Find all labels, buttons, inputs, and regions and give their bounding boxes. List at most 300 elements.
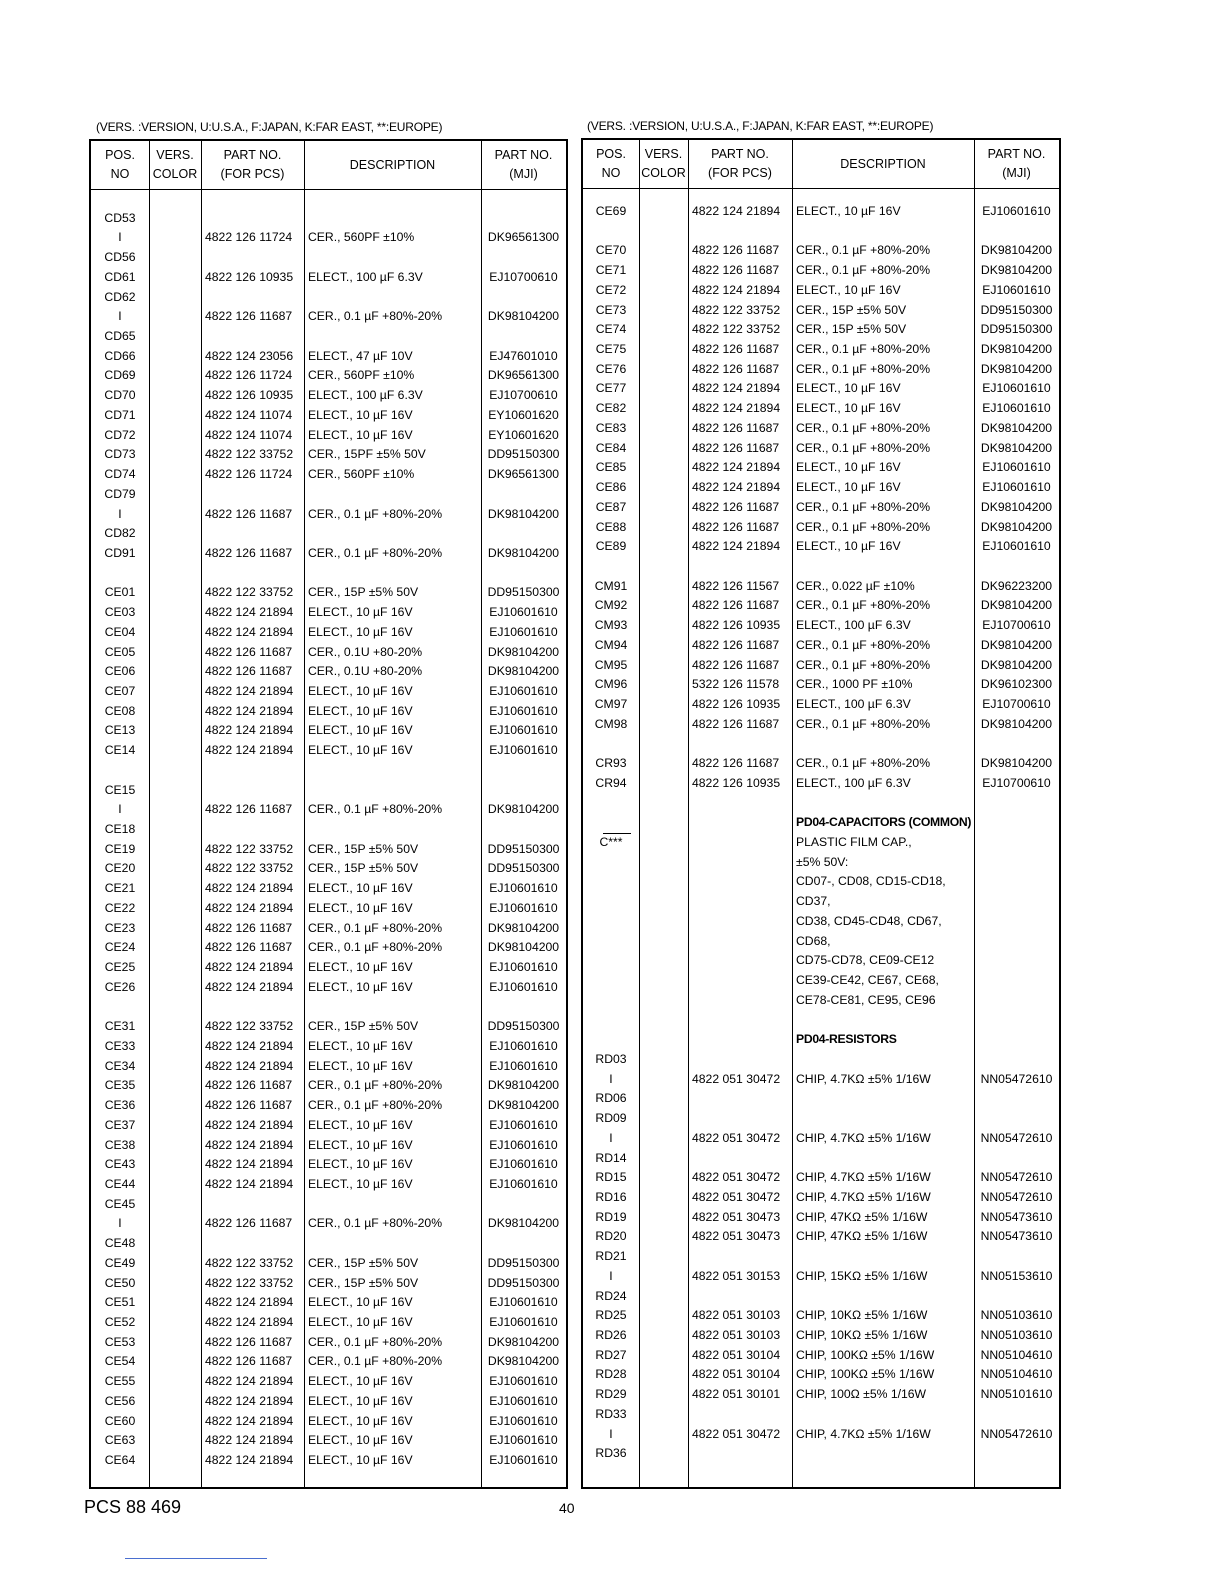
table-row [91, 899, 566, 919]
table-row [583, 754, 1059, 774]
table-row [91, 426, 566, 446]
table-row [91, 1037, 566, 1057]
cell-mji: DD95150300 [487, 585, 560, 600]
table-row [583, 458, 1059, 478]
cell-mji: EJ10700610 [982, 775, 1051, 790]
cell-part: 4822 126 11687 [205, 1216, 293, 1231]
cell-pos: CM92 [594, 598, 628, 613]
table-row [91, 1017, 566, 1037]
cell-part: 4822 051 30153 [692, 1268, 781, 1283]
cell-desc: CER., 0.1 µF +80%-20% [308, 1334, 443, 1349]
cell-part: 4822 126 10935 [692, 775, 781, 790]
cell-desc: ELECT., 10 µF 16V [308, 979, 413, 994]
table-row [583, 656, 1059, 676]
cell-pos: CD69 [104, 368, 136, 383]
cell-pos: CD82 [104, 526, 136, 541]
table-row [583, 439, 1059, 459]
cell-part: 4822 126 10935 [205, 388, 294, 403]
cell-desc: CE78-CE81, CE95, CE96 [796, 992, 936, 1007]
cell-mji: DK98104200 [487, 920, 560, 935]
table-row [583, 222, 1059, 242]
table-row [91, 997, 566, 1017]
cell-pos: RD27 [595, 1347, 627, 1362]
cell-mji: EJ10601610 [982, 480, 1051, 495]
cell-pos: RD25 [595, 1308, 627, 1323]
table-row [91, 1214, 566, 1234]
footer-rule [125, 1558, 267, 1559]
cell-pos: RD06 [595, 1091, 627, 1106]
cell-pos: CE63 [104, 1433, 136, 1448]
cell-mji: DK98104200 [487, 940, 560, 955]
cell-pos: CD91 [104, 545, 136, 560]
cell-desc: CER., 0.1 µF +80%-20% [796, 440, 931, 455]
cell-mji: EJ10700610 [489, 388, 558, 403]
table-row [583, 498, 1059, 518]
cell-mji: DK98104200 [980, 420, 1053, 435]
table-row [583, 912, 1059, 932]
cell-pos: RD03 [595, 1051, 627, 1066]
cell-part: 4822 126 11687 [205, 940, 293, 955]
cell-pos: RD16 [595, 1189, 627, 1204]
cell-mji: EY10601620 [488, 407, 559, 422]
cell-mji: DK98104200 [487, 1078, 560, 1093]
cell-desc: CER., 0.1 µF +80%-20% [796, 716, 931, 731]
table-row [583, 360, 1059, 380]
table-row [583, 379, 1059, 399]
table-row [91, 406, 566, 426]
cell-pos: CE35 [104, 1078, 136, 1093]
cell-mji: DK98104200 [487, 1216, 560, 1231]
table-row [91, 623, 566, 643]
cell-desc: CHIP, 4.7KΩ ±5% 1/16W [796, 1071, 931, 1086]
cell-part: 4822 124 21894 [205, 1314, 294, 1329]
cell-pos: RD20 [595, 1229, 627, 1244]
cell-pos: I [609, 1130, 613, 1145]
cell-mji: EJ10700610 [982, 696, 1051, 711]
cell-mji: NN05104610 [980, 1347, 1053, 1362]
table-row [583, 596, 1059, 616]
cell-mji: DK98104200 [980, 342, 1053, 357]
cell-pos: CE72 [595, 282, 627, 297]
cell-part: 5322 126 11578 [692, 677, 780, 692]
cell-desc: CHIP, 100Ω ±5% 1/16W [796, 1387, 927, 1402]
cell-part: 4822 124 21894 [205, 683, 294, 698]
table-row [91, 1096, 566, 1116]
cell-mji: DK96223200 [980, 578, 1053, 593]
cell-desc: ELECT., 47 µF 10V [308, 348, 413, 363]
cell-desc: CER., 1000 PF ±10% [796, 677, 913, 692]
cell-part: 4822 124 21894 [692, 480, 781, 495]
cell-desc: PD04-RESISTORS [796, 1032, 897, 1047]
cell-mji: EJ10601610 [489, 703, 558, 718]
cell-pos: CD71 [104, 407, 136, 422]
cell-desc: ELECT., 10 µF 16V [308, 1038, 413, 1053]
table-row [91, 781, 566, 801]
cell-part: 4822 126 11687 [692, 243, 780, 258]
cell-desc: ELECT., 10 µF 16V [308, 1453, 413, 1467]
cell-part: 4822 126 11567 [692, 578, 780, 593]
cell-pos: CE22 [104, 900, 136, 915]
table-row [91, 938, 566, 958]
table-row [91, 583, 566, 603]
cell-part: 4822 124 21894 [692, 460, 781, 475]
cell-mji: DK98104200 [980, 499, 1053, 514]
table-row [583, 1109, 1059, 1129]
cell-mji: DK96561300 [487, 368, 560, 383]
cell-desc: CD68, [796, 933, 831, 948]
cell-pos: CE43 [104, 1157, 136, 1172]
cell-part: 4822 124 21894 [205, 605, 294, 620]
cell-mji: EJ10601610 [982, 460, 1051, 475]
cell-mji: DK96102300 [980, 677, 1053, 692]
table-row [583, 518, 1059, 538]
table-row [91, 248, 566, 268]
cell-mji: DK98104200 [487, 1334, 560, 1349]
table-row [91, 1175, 566, 1195]
cell-part: 4822 126 11687 [692, 598, 780, 613]
cell-part: 4822 124 21894 [205, 1157, 294, 1172]
cell-mji: EJ10601610 [982, 539, 1051, 554]
cell-mji: DD95150300 [980, 302, 1053, 317]
cell-part: 4822 124 21894 [692, 381, 781, 396]
table-row [583, 1306, 1059, 1326]
cell-desc: ELECT., 10 µF 16V [308, 605, 413, 620]
table-row [91, 228, 566, 248]
table-row [91, 366, 566, 386]
cell-part: 4822 124 21894 [205, 743, 294, 758]
cell-mji: NN05103610 [980, 1308, 1053, 1323]
cell-part: 4822 051 30472 [692, 1189, 781, 1204]
cell-part: 4822 124 21894 [205, 1137, 294, 1152]
cell-desc: ELECT., 10 µF 16V [796, 282, 901, 297]
cell-part: 4822 051 30472 [692, 1426, 781, 1441]
cell-pos: CE77 [595, 381, 627, 396]
cell-mji: EJ10601610 [489, 900, 558, 915]
cell-mji: NN05473610 [980, 1229, 1053, 1244]
table-row [91, 1293, 566, 1313]
cell-part: 4822 126 11687 [692, 716, 780, 731]
cell-part: 4822 124 21894 [205, 723, 294, 738]
header-vers: VERS. COLOR [152, 148, 198, 181]
cell-part: 4822 126 11687 [692, 519, 780, 534]
table-row [583, 202, 1059, 222]
table-row [583, 1247, 1059, 1267]
cell-pos: RD29 [595, 1387, 627, 1402]
cell-desc: CER., 0.1 µF +80%-20% [308, 1078, 443, 1093]
cell-mji: EJ10601610 [489, 1433, 558, 1448]
table-row [583, 1444, 1059, 1464]
table-row [91, 1274, 566, 1294]
table-row [583, 1149, 1059, 1169]
parts-table-left [89, 139, 568, 1489]
cell-pos: CD66 [104, 348, 136, 363]
table-row [583, 399, 1059, 419]
cell-part: 4822 124 21894 [205, 979, 294, 994]
cell-part: 4822 126 11687 [692, 756, 780, 771]
cell-part: 4822 126 11687 [205, 1354, 293, 1369]
cell-desc: CER., 15P ±5% 50V [796, 302, 907, 317]
cell-mji: DK98104200 [487, 506, 560, 521]
cell-mji: EJ10601610 [489, 723, 558, 738]
table-row [91, 268, 566, 288]
table-body [583, 202, 1059, 1464]
cell-part: 4822 051 30472 [692, 1170, 781, 1185]
cell-desc: CER., 0.1U +80-20% [308, 644, 423, 659]
cell-part: 4822 126 11687 [205, 506, 293, 521]
cell-pos: CE33 [104, 1038, 136, 1053]
cell-desc: CER., 0.1 µF +80%-20% [308, 1216, 443, 1231]
cell-pos: CE56 [104, 1393, 136, 1408]
table-row [91, 859, 566, 879]
cell-mji: EJ10700610 [489, 269, 558, 284]
cell-mji: NN05472610 [980, 1189, 1053, 1204]
cell-part: 4822 124 21894 [205, 1374, 294, 1389]
cell-pos: CD72 [104, 427, 136, 442]
cell-part: 4822 126 11687 [205, 1098, 293, 1113]
cell-desc: CD37, [796, 894, 831, 909]
cell-desc: CER., 15P ±5% 50V [308, 1275, 419, 1290]
table-row [583, 872, 1059, 892]
table-row [583, 1030, 1059, 1050]
cell-desc: ELECT., 10 µF 16V [796, 480, 901, 495]
cell-mji: EJ10601610 [489, 1374, 558, 1389]
cell-part: 4822 126 10935 [205, 269, 294, 284]
cell-part: 4822 051 30472 [692, 1071, 781, 1086]
cell-desc: CHIP, 47KΩ ±5% 1/16W [796, 1229, 928, 1244]
cell-part: 4822 124 21894 [692, 401, 781, 416]
cell-pos: CE19 [104, 841, 136, 856]
cell-part: 4822 124 11074 [205, 427, 293, 442]
cell-pos: CM97 [594, 696, 628, 711]
cell-mji: EJ10601610 [489, 960, 558, 975]
table-row [91, 1372, 566, 1392]
table-row [91, 1076, 566, 1096]
cell-pos: CD79 [104, 486, 136, 501]
cell-desc: PD04-CAPACITORS (COMMON) [796, 815, 972, 830]
cell-mji: DD95150300 [487, 1019, 560, 1034]
cell-desc: ELECT., 100 µF 6.3V [796, 775, 911, 790]
cell-pos: RD14 [595, 1150, 627, 1165]
cell-desc: ELECT., 10 µF 16V [308, 743, 413, 758]
cell-desc: CER., 0.1 µF +80%-20% [308, 309, 443, 324]
cell-part: 4822 051 30101 [692, 1387, 781, 1402]
cell-mji: EJ10601610 [489, 1176, 558, 1191]
cell-desc: CER., 560PF ±10% [308, 467, 415, 482]
cell-mji: EJ10601610 [489, 1413, 558, 1428]
cell-mji: DK98104200 [980, 263, 1053, 278]
table-row [91, 209, 566, 229]
table-row [583, 1267, 1059, 1287]
cell-part: 4822 122 33752 [205, 447, 294, 462]
cell-mji: EJ10601610 [489, 1058, 558, 1073]
cell-desc: CER., 560PF ±10% [308, 368, 415, 383]
table-row [583, 1050, 1059, 1070]
cell-mji: DK98104200 [487, 644, 560, 659]
cell-part: 4822 122 33752 [205, 1255, 294, 1270]
cell-pos: CE26 [104, 979, 136, 994]
cell-part: 4822 124 21894 [205, 703, 294, 718]
cell-pos: CE23 [104, 920, 136, 935]
cell-desc: ELECT., 10 µF 16V [796, 381, 901, 396]
cell-mji: DD95150300 [487, 1255, 560, 1270]
cell-pos: CR94 [595, 775, 627, 790]
cell-mji: DK98104200 [487, 545, 560, 560]
table-row [583, 1365, 1059, 1385]
cell-pos: RD21 [595, 1249, 627, 1264]
cell-part: 4822 124 21894 [205, 1433, 294, 1448]
cell-part: 4822 124 11074 [205, 407, 293, 422]
cell-desc: ELECT., 10 µF 16V [308, 1058, 413, 1073]
header-desc: DESCRIPTION [349, 157, 436, 172]
cell-mji: EJ10601610 [982, 282, 1051, 297]
cell-desc: CER., 15P ±5% 50V [308, 1255, 419, 1270]
cell-part: 4822 124 21894 [205, 1393, 294, 1408]
cell-desc: CER., 15PF ±5% 50V [308, 447, 426, 462]
cell-desc: ELECT., 100 µF 6.3V [796, 696, 911, 711]
table-row [91, 1412, 566, 1432]
cell-desc: ELECT., 10 µF 16V [796, 204, 901, 218]
cell-mji: NN05472610 [980, 1071, 1053, 1086]
cell-part: 4822 124 21894 [205, 881, 294, 896]
table-row [583, 833, 1059, 853]
cell-desc: CER., 560PF ±10% [308, 230, 415, 245]
cell-pos: RD09 [595, 1111, 627, 1126]
table-row [91, 1234, 566, 1254]
cell-mji: DD95150300 [487, 1275, 560, 1290]
cell-desc: CHIP, 47KΩ ±5% 1/16W [796, 1209, 928, 1224]
table-row [583, 301, 1059, 321]
cell-desc: CER., 15P ±5% 50V [308, 1019, 419, 1034]
legend-left: (VERS. :VERSION, U:U.S.A., F:JAPAN, K:FAR EAST, **:EUROPE) [96, 120, 443, 134]
cell-desc: CER., 0.1 µF +80%-20% [308, 1098, 443, 1113]
cell-pos: CE71 [595, 263, 627, 278]
cell-mji: NN05472610 [980, 1170, 1053, 1185]
cell-pos: CE25 [104, 960, 136, 975]
table-row [91, 386, 566, 406]
cell-part: 4822 051 30473 [692, 1229, 781, 1244]
cell-mji: DK98104200 [487, 802, 560, 817]
cell-desc: ELECT., 100 µF 6.3V [796, 618, 911, 633]
table-row [91, 445, 566, 465]
table-row [91, 1195, 566, 1215]
cell-mji: EJ10601610 [489, 743, 558, 758]
cell-mji: EJ10700610 [982, 618, 1051, 633]
cell-pos: I [118, 506, 122, 521]
cell-mji: DK96561300 [487, 230, 560, 245]
cell-pos: CE69 [595, 204, 627, 218]
cell-part: 4822 051 30104 [692, 1367, 781, 1382]
cell-part: 4822 124 21894 [205, 1295, 294, 1310]
cell-mji: EJ10601610 [982, 381, 1051, 396]
cell-pos: RD36 [595, 1446, 627, 1461]
table-row [583, 340, 1059, 360]
table-row [91, 820, 566, 840]
table-row [91, 347, 566, 367]
table-row [583, 853, 1059, 873]
cell-mji: DK98104200 [487, 1354, 560, 1369]
table-row [583, 419, 1059, 439]
cell-pos: CE48 [104, 1236, 136, 1251]
cell-part: 4822 126 10935 [692, 618, 781, 633]
cell-part: 4822 122 33752 [692, 322, 781, 337]
cell-part: 4822 126 11687 [692, 361, 780, 376]
cell-desc: CHIP, 4.7KΩ ±5% 1/16W [796, 1170, 931, 1185]
table-row [583, 1227, 1059, 1247]
cell-desc: CER., 0.1U +80-20% [308, 664, 423, 679]
cell-pos: CE83 [595, 420, 627, 435]
table-row [91, 702, 566, 722]
cell-pos: CE89 [595, 539, 627, 554]
cell-part: 4822 124 21894 [692, 282, 781, 297]
cell-part: 4822 124 21894 [205, 1117, 294, 1132]
cell-pos: CM95 [594, 657, 628, 672]
cell-desc: CER., 15P ±5% 50V [308, 861, 419, 876]
cell-pos: CE01 [104, 585, 136, 600]
table-row [583, 1089, 1059, 1109]
table-row [583, 281, 1059, 301]
cell-mji: DK98104200 [980, 716, 1053, 731]
cell-part: 4822 126 11687 [692, 263, 780, 278]
cell-part: 4822 126 11687 [692, 440, 780, 455]
page-number: 40 [559, 1500, 575, 1516]
cell-pos: CD70 [104, 388, 136, 403]
table-row [91, 643, 566, 663]
cell-pos: CE14 [104, 743, 136, 758]
table-row [583, 1287, 1059, 1307]
cell-desc: ELECT., 10 µF 16V [308, 1314, 413, 1329]
cell-mji: DK98104200 [980, 657, 1053, 672]
cell-mji: DK98104200 [980, 756, 1053, 771]
cell-mji: EJ10601610 [489, 1314, 558, 1329]
table-row [583, 774, 1059, 794]
table-row [91, 919, 566, 939]
cell-mji: DK96561300 [487, 467, 560, 482]
cell-mji: DK98104200 [487, 1098, 560, 1113]
cell-pos: I [118, 230, 122, 245]
table-row [91, 800, 566, 820]
table-row [583, 1010, 1059, 1030]
cell-pos: CE45 [104, 1196, 136, 1211]
cell-mji: EJ10601610 [489, 624, 558, 639]
cell-desc: ELECT., 10 µF 16V [308, 1295, 413, 1310]
cell-pos: CE84 [595, 440, 627, 455]
header-mji: PART NO. (MJI) [494, 148, 553, 181]
cell-desc: CHIP, 4.7KΩ ±5% 1/16W [796, 1426, 931, 1441]
cell-pos: CE88 [595, 519, 627, 534]
cell-pos: CE70 [595, 243, 627, 258]
cell-mji: EJ10601610 [982, 204, 1051, 218]
table-row [91, 189, 566, 209]
cell-mji: DD95150300 [487, 447, 560, 462]
table-row [91, 1155, 566, 1175]
cell-mji: EY10601620 [488, 427, 559, 442]
table-row [91, 524, 566, 544]
cell-pos: CE18 [104, 822, 136, 836]
cell-mji: EJ47601010 [489, 348, 558, 363]
cell-desc: CER., 15P ±5% 50V [308, 585, 419, 600]
cell-pos: CE34 [104, 1058, 136, 1073]
cell-part: 4822 126 11687 [205, 1078, 293, 1093]
table-row [583, 951, 1059, 971]
cell-pos: CM94 [594, 637, 628, 652]
cell-desc: ELECT., 100 µF 6.3V [308, 388, 423, 403]
table-row [583, 537, 1059, 557]
cell-mji: DK98104200 [980, 243, 1053, 258]
cell-pos: CD61 [104, 269, 136, 284]
cell-part: 4822 126 11687 [692, 420, 780, 435]
cell-pos: CR93 [595, 756, 627, 771]
overline-mark [603, 833, 631, 834]
